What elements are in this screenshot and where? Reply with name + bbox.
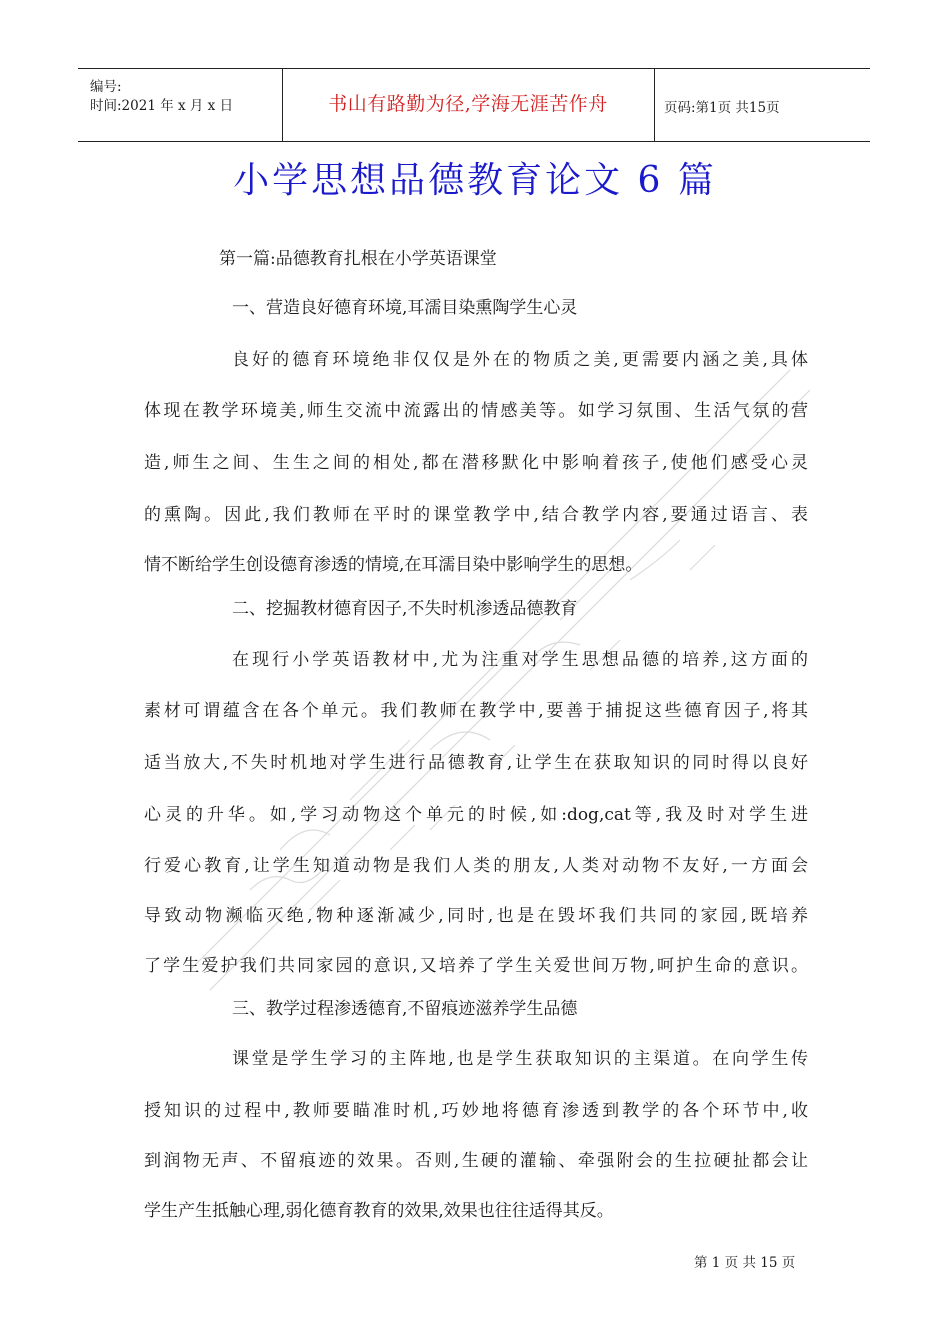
subheading: 三、教学过程渗透德育,不留痕迹滋养学生品德	[232, 999, 578, 1019]
paragraph-line: 的熏陶。因此,我们教师在平时的课堂教学中,结合教学内容,要通过语言、表	[144, 505, 808, 525]
paragraph-line: 情不断给学生创设德育渗透的情境,在耳濡目染中影响学生的思想。	[144, 555, 643, 575]
paragraph-line: 体现在教学环境美,师生交流中流露出的情感美等。如学习氛围、生活气氛的营	[144, 401, 808, 421]
subheading: 二、挖掘教材德育因子,不失时机渗透品德教育	[232, 599, 578, 619]
paragraph-line: 导致动物濒临灭绝,物种逐渐减少,同时,也是在毁坏我们共同的家园,既培养	[144, 906, 808, 926]
paragraph-line: 心灵的升华。如,学习动物这个单元的时候,如:dog,cat等,我及时对学生进	[144, 805, 808, 825]
subheading: 一、营造良好德育环境,耳濡目染熏陶学生心灵	[232, 298, 578, 318]
document-title: 小学思想品德教育论文 6 篇	[233, 160, 717, 201]
header-left-cell	[78, 69, 283, 141]
paragraph-line: 了学生爱护我们共同家园的意识,又培养了学生关爱世间万物,呵护生命的意识。	[144, 956, 808, 976]
paragraph-line: 课堂是学生学习的主阵地,也是学生获取知识的主渠道。在向学生传	[232, 1049, 808, 1069]
section-heading: 第一篇:品德教育扎根在小学英语课堂	[219, 249, 497, 269]
document-time-label: 时间:2021 年 x 月 x 日	[90, 98, 234, 114]
paragraph-line: 造,师生之间、生生之间的相处,都在潜移默化中影响着孩子,使他们感受心灵	[144, 453, 808, 473]
paragraph-line: 到润物无声、不留痕迹的效果。否则,生硬的灌输、牵强附会的生拉硬扯都会让	[144, 1151, 808, 1171]
header-right-cell	[654, 69, 870, 141]
header-table	[78, 68, 870, 142]
paragraph-line: 授知识的过程中,教师要瞄准时机,巧妙地将德育渗透到教学的各个环节中,收	[144, 1101, 808, 1121]
header-motto-cell	[282, 69, 655, 141]
paragraph-line: 行爱心教育,让学生知道动物是我们人类的朋友,人类对动物不友好,一方面会	[144, 856, 808, 876]
header-motto: 书山有路勤为径,学海无涯苦作舟	[328, 93, 608, 115]
paragraph-line: 学生产生抵触心理,弱化德育教育的效果,效果也往往适得其反。	[144, 1201, 614, 1221]
paragraph-line: 素材可谓蕴含在各个单元。我们教师在教学中,要善于捕捉这些德育因子,将其	[144, 701, 808, 721]
paragraph-line: 在现行小学英语教材中,尤为注重对学生思想品德的培养,这方面的	[232, 650, 808, 670]
page-number-label: 页码:第1页 共15页	[664, 100, 780, 116]
page-footer: 第 1 页 共 15 页	[694, 1255, 796, 1271]
document-number-label: 编号:	[90, 79, 122, 95]
paragraph-line: 适当放大,不失时机地对学生进行品德教育,让学生在获取知识的同时得以良好	[144, 753, 808, 773]
paragraph-line: 良好的德育环境绝非仅仅是外在的物质之美,更需要内涵之美,具体	[232, 350, 808, 370]
